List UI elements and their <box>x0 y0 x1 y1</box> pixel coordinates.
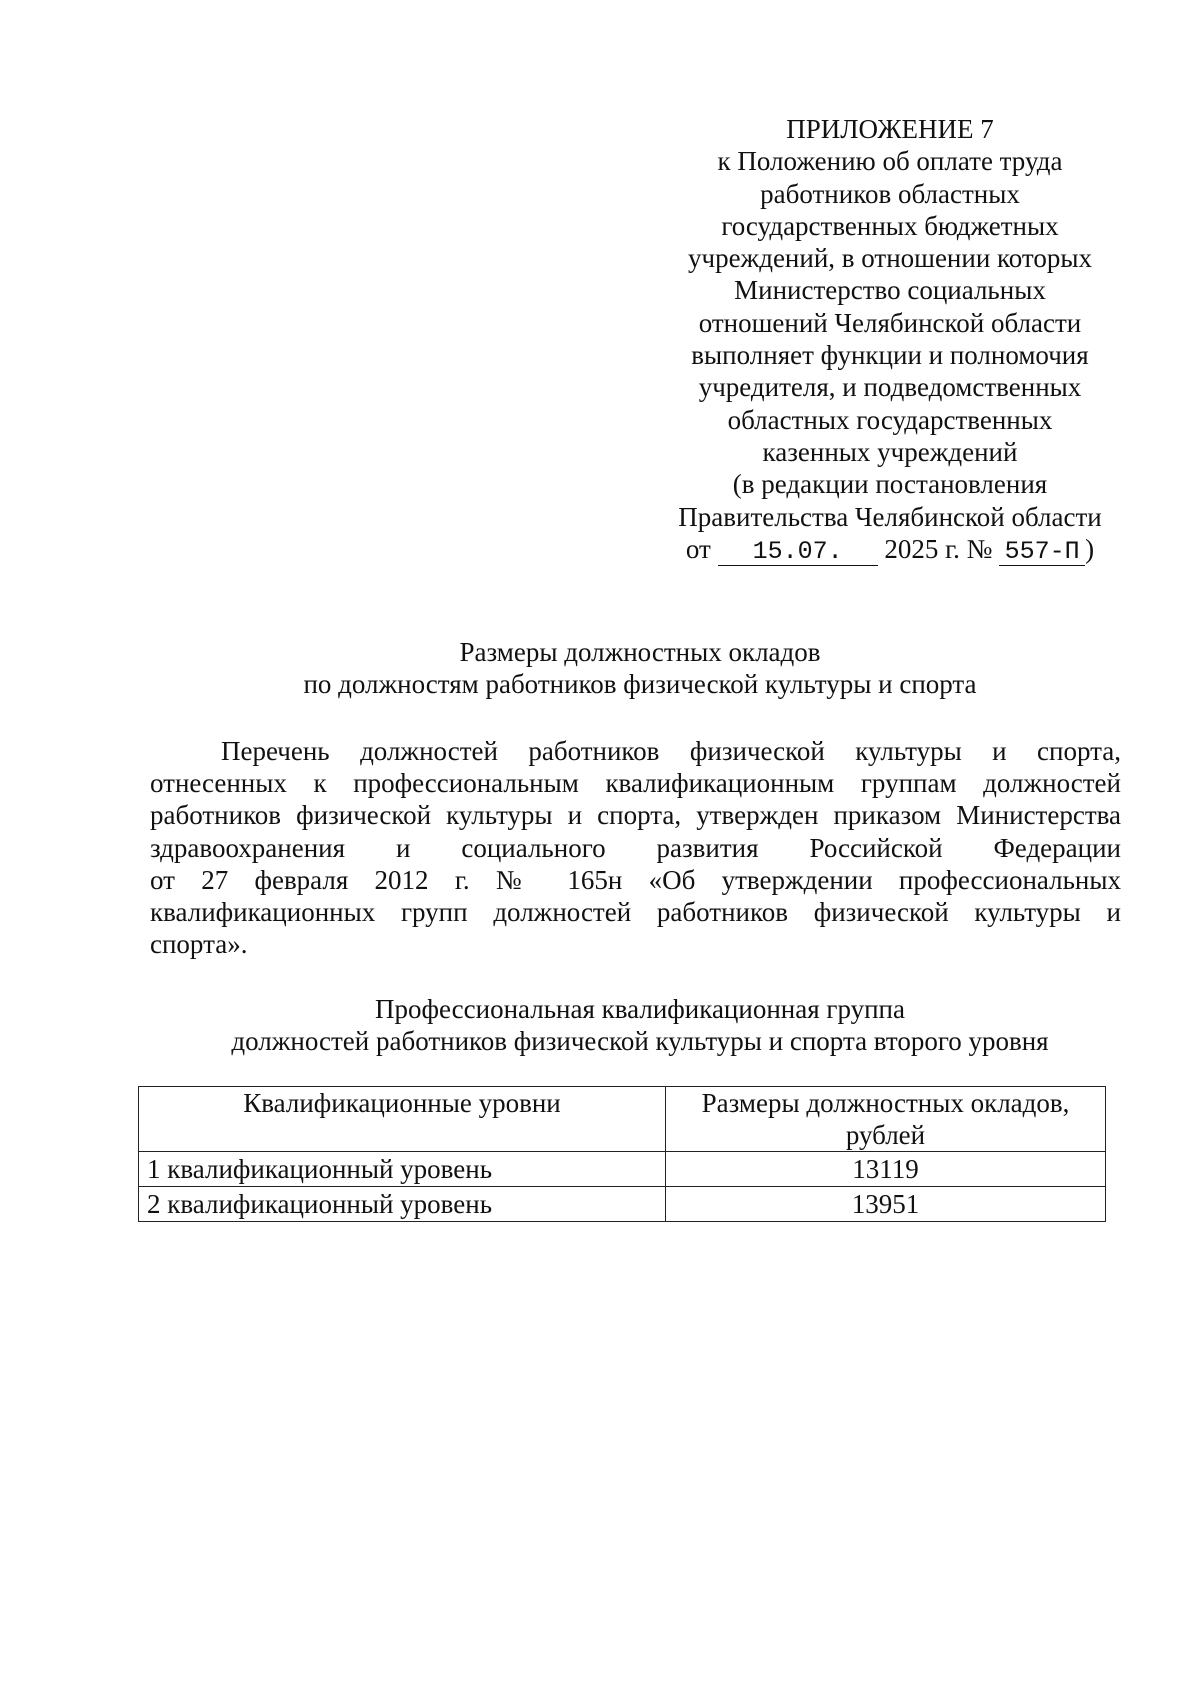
header-salary <box>666 1087 1106 1152</box>
appendix-line: Правительства Челябинской области <box>678 501 1102 532</box>
header-salary-line-2: рублей <box>845 1120 926 1150</box>
title-line-1: Размеры должностных окладов <box>459 637 821 667</box>
appendix-title: ПРИЛОЖЕНИЕ 7 <box>786 114 994 144</box>
title-line-2: по должностям работников физической культуры и спорта <box>303 669 977 699</box>
level-cell: 1 квалификационный уровень <box>139 1152 666 1187</box>
header-levels: Квалификационные уровни <box>139 1087 666 1152</box>
body-paragraph <box>150 735 1121 960</box>
paragraph-line: работников физической культуры и спорта, утвержден приказом Министерства <box>150 800 1121 831</box>
appendix-line: казенных учреждений <box>762 436 1018 467</box>
resolution-date-line <box>660 533 1120 566</box>
appendix-line: выполняет функции и полномочия <box>691 340 1089 371</box>
appendix-line: учредителя, и подведомственных <box>698 372 1082 403</box>
salary-table <box>138 1086 1106 1222</box>
appendix-line: областных государственных <box>727 404 1053 435</box>
group-title-line-2: должностей работников физической культуры и спорта второго уровня <box>231 1026 1049 1056</box>
closing-paren: ) <box>1085 533 1095 564</box>
resolution-number: 557-П <box>999 539 1085 566</box>
header-salary-line-1: Размеры должностных окладов, <box>701 1088 1070 1118</box>
appendix-line: (в редакции постановления <box>732 469 1048 500</box>
table-row <box>139 1187 1106 1222</box>
resolution-date: 15.07. <box>718 539 878 566</box>
appendix-line: отношений Челябинской области <box>698 307 1082 338</box>
paragraph-line: отнесенных к профессиональным квалификационным группам должностей <box>150 768 1121 799</box>
level-cell: 2 квалификационный уровень <box>139 1187 666 1222</box>
document-title <box>150 636 1130 700</box>
salary-cell: 13951 <box>666 1187 1106 1222</box>
table-header-row <box>139 1087 1106 1152</box>
paragraph-line: квалификационных групп должностей работников физической культуры и <box>150 897 1121 928</box>
appendix-header <box>660 113 1120 566</box>
paragraph-line: Перечень должностей работников физической культуры и спорта, <box>221 736 1121 766</box>
group-title-line-1: Профессиональная квалификационная группа <box>375 994 905 1024</box>
appendix-line: учреждений, в отношении которых <box>687 243 1093 274</box>
appendix-line: Министерство социальных <box>734 275 1046 306</box>
paragraph-line: спорта». <box>150 929 248 960</box>
paragraph-line: от 27 февраля 2012 г. № 165н «Об утверждении профессиональных <box>150 864 1121 895</box>
table-row <box>139 1152 1106 1187</box>
group-title <box>150 993 1130 1057</box>
salary-cell: 13119 <box>666 1152 1106 1187</box>
appendix-line: государственных бюджетных <box>721 210 1059 241</box>
appendix-line: к Положению об оплате труда <box>717 146 1063 177</box>
paragraph-line: здравоохранения и социального развития Российской Федерации <box>150 832 1121 863</box>
date-prefix: от <box>685 533 711 564</box>
resolution-year: 2025 г. № <box>884 533 993 564</box>
appendix-line: работников областных <box>760 178 1020 209</box>
